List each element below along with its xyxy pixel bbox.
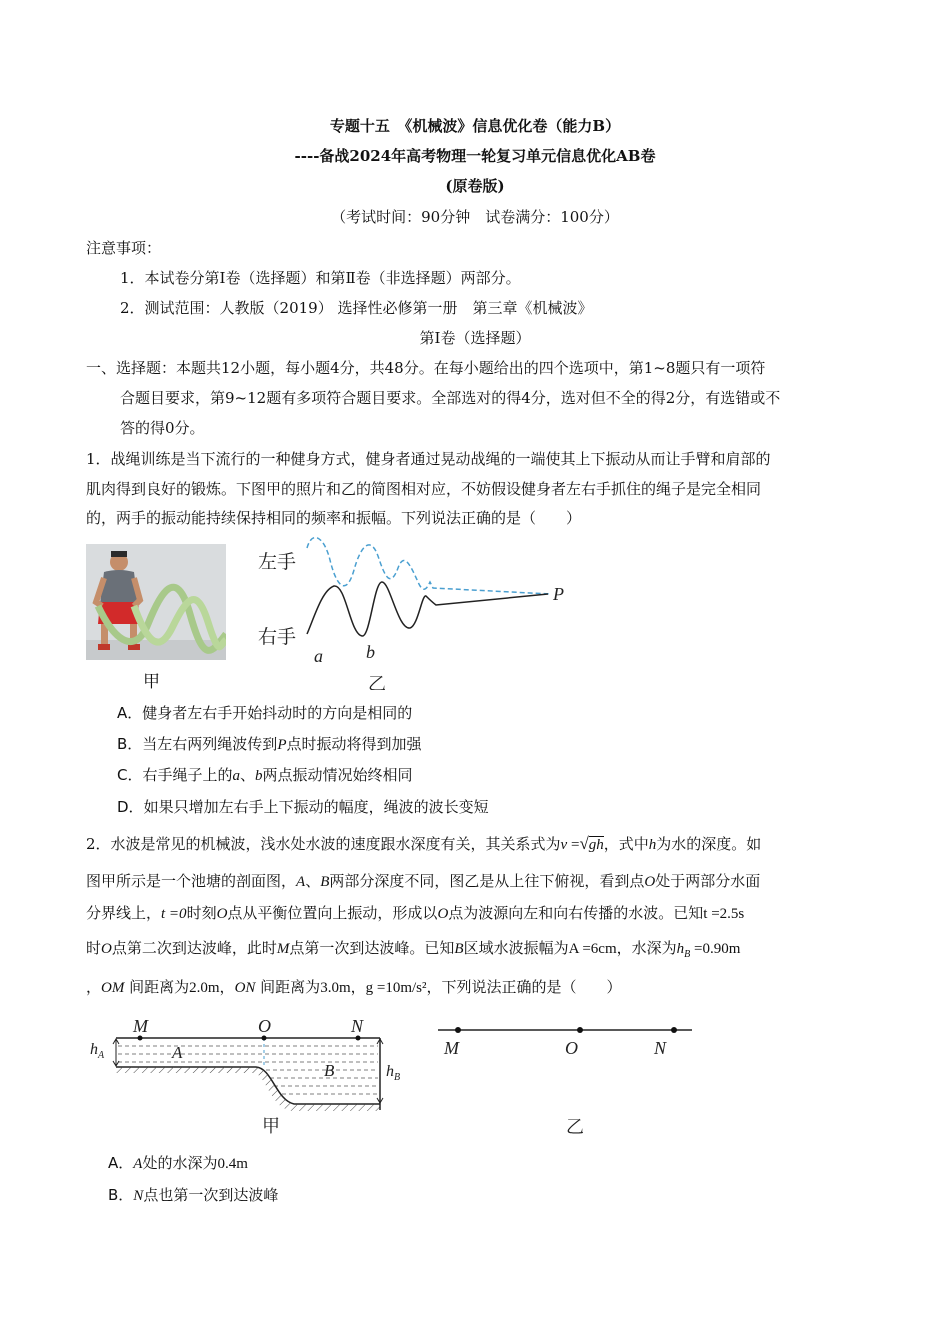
doc-version: (原卷版) bbox=[445, 177, 505, 195]
q2-stem-1: 2．水波是常见的机械波，浅水处水波的速度跟水深度有关，其关系式为v =√gh，式中h为水的深度。如 bbox=[86, 834, 762, 853]
q1-stem-3: 的，两手的振动能持续保持相同的频率和振幅。下列说法正确的是（ ） bbox=[86, 509, 582, 527]
hb-label: h bbox=[386, 1063, 394, 1080]
region-a-label: A bbox=[172, 1043, 183, 1062]
q1-stem-1: 1．战绳训练是当下流行的一种健身方式，健身者通过晃动战绳的一端使其上下振动从而让手臂和肩部的 bbox=[86, 450, 771, 468]
notes-item-1: 1．本试卷分第Ⅰ卷（选择题）和第Ⅱ卷（非选择题）两部分。 bbox=[120, 269, 521, 287]
q2-option-a[interactable]: A．A处的水深为0.4m bbox=[108, 1154, 248, 1172]
svg-text:hB: $h_B$ bbox=[386, 1063, 401, 1083]
fig2-n-label: N bbox=[654, 1038, 667, 1058]
fig1-n-label: N bbox=[351, 1016, 364, 1036]
q1-option-a[interactable]: A．健身者左右手开始抖动时的方向是相同的 bbox=[117, 704, 413, 722]
q2-caption-yi: 乙 bbox=[566, 1117, 584, 1137]
q2-pond-cross-section bbox=[86, 1010, 416, 1140]
q2-option-b[interactable]: B．N点也第一次到达波峰 bbox=[108, 1186, 279, 1204]
fig2-o-label: O bbox=[565, 1038, 578, 1058]
q1-option-c[interactable]: C．右手绳子上的a、b两点振动情况始终相同 bbox=[117, 766, 413, 784]
fig1-m-label: M bbox=[133, 1016, 148, 1036]
doc-subtitle: ----备战2024年高考物理一轮复习单元信息优化AB卷 bbox=[294, 147, 656, 165]
ha-label: h bbox=[90, 1041, 98, 1058]
q2-stem-2: 图甲所示是一个池塘的剖面图，A、B两部分深度不同，图乙是从上往下俯视，看到点O处于两部分水面 bbox=[86, 872, 761, 890]
section-instructions-2: 合题目要求，第9~12题有多项符合题目要求。全部选对的得4分，选对但不全的得2分，有选错或不 bbox=[120, 389, 781, 407]
q1-photo-battle-rope bbox=[86, 544, 226, 660]
q1-option-b[interactable]: B．当左右两列绳波传到P点时振动将得到加强 bbox=[117, 735, 422, 753]
point-p-label: P bbox=[553, 584, 564, 604]
exam-info: （考试时间：90分钟 试卷满分：100分） bbox=[331, 208, 619, 226]
svg-text:hA: $h_A$ bbox=[90, 1041, 105, 1061]
section-instructions-1: 一、选择题：本题共12小题，每小题4分，共48分。在每小题给出的四个选项中，第1~8题只有一项符 bbox=[86, 359, 766, 377]
doc-title: 专题十五 《机械波》信息优化卷（能力B） bbox=[329, 117, 621, 135]
fig2-m-label: M bbox=[444, 1038, 459, 1058]
notes-item-2: 2．测试范围：人教版（2019） 选择性必修第一册 第三章《机械波》 bbox=[120, 299, 593, 317]
right-hand-label: 右手 bbox=[258, 627, 297, 648]
q2-stem-3: 分界线上，t =0时刻O点从平衡位置向上振动，形成以O点为波源向左和向右传播的水波。已知t =2.5s bbox=[86, 904, 745, 922]
notes-heading: 注意事项： bbox=[86, 239, 162, 257]
section-title: 第Ⅰ卷（选择题） bbox=[419, 329, 531, 347]
q2-stem-4: 时O点第二次到达波峰，此时M点第一次到达波峰。已知B区域水波振幅为A =6cm，水深为$h_B =0.90m$ bbox=[86, 939, 741, 960]
q2-top-view bbox=[430, 1010, 700, 1140]
fig1-o-label: O bbox=[258, 1016, 271, 1036]
q2-stem-5: ，OM 间距离为2.0m，ON 间距离为3.0m，g =10m/s²，下列说法正确的是（ ） bbox=[86, 978, 622, 996]
q1-caption-yi: 乙 bbox=[368, 674, 386, 690]
left-hand-label: 左手 bbox=[258, 552, 297, 573]
q1-caption-jia: 甲 bbox=[143, 672, 160, 692]
region-b-label: B bbox=[324, 1061, 335, 1080]
point-b-label: b bbox=[366, 642, 375, 662]
point-a-label: a bbox=[314, 646, 323, 666]
section-instructions-3: 答的得0分。 bbox=[120, 419, 205, 437]
q1-option-d[interactable]: D．如果只增加左右手上下振动的幅度，绳波的波长变短 bbox=[117, 798, 489, 816]
q2-caption-jia: 甲 bbox=[262, 1116, 280, 1136]
q1-rope-wave-diagram bbox=[250, 530, 580, 690]
q1-stem-2: 肌肉得到良好的锻炼。下图甲的照片和乙的简图相对应，不妨假设健身者左右手抓住的绳子是完全相同 bbox=[86, 480, 762, 498]
